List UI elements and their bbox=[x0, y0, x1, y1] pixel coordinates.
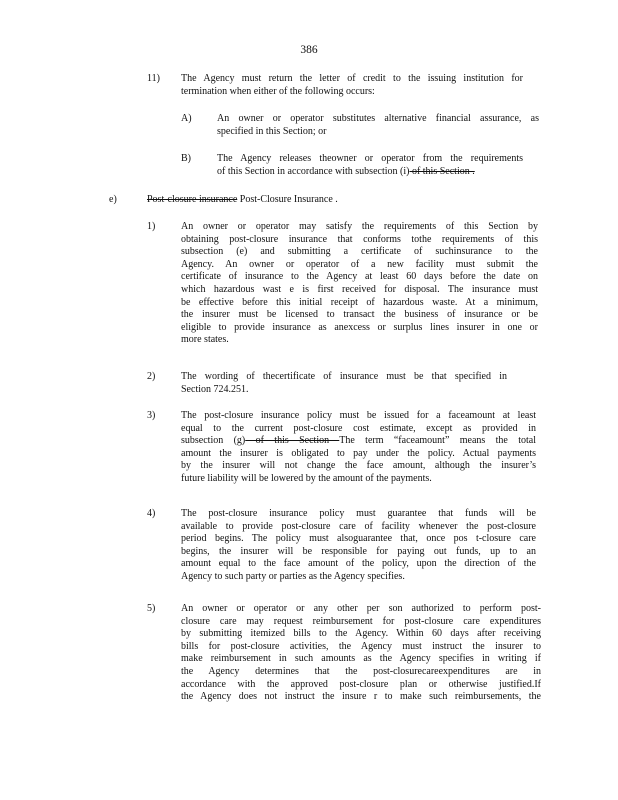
text-line: available to provide post-closure care of facility whenever the post-closure bbox=[181, 520, 536, 532]
text-line: obtaining post-closure insurance that conforms tothe requirements of this bbox=[181, 233, 538, 245]
text-line: begins, the insurer will be responsible for paying out funds, up to an bbox=[181, 545, 536, 557]
text-line: The Agency must return the letter of credit to the issuing institution for bbox=[181, 73, 523, 84]
text-run: of this Section in accordance with subsection (i) bbox=[217, 165, 410, 177]
text-line: An owner or operator may satisfy the requirements of this Section by bbox=[181, 221, 538, 232]
text-line: more states. bbox=[181, 334, 229, 346]
text-line: closure care may request reimbursement for post-closure care expenditures bbox=[181, 615, 541, 627]
item-4-text bbox=[181, 508, 536, 584]
struck-heading: Post-closure insurance bbox=[147, 194, 238, 205]
item-11a-text bbox=[217, 113, 539, 138]
heading-title: Post-Closure Insurance . bbox=[239, 194, 338, 205]
text-line: specified in this Section; or bbox=[217, 125, 327, 137]
text-line: The Agency releases theowner or operator from the requirements bbox=[217, 153, 523, 164]
item-5-label: 5) bbox=[147, 603, 156, 614]
section-e-heading bbox=[147, 194, 338, 207]
text-line: An owner or operator substitutes alternative financial assurance, as bbox=[217, 113, 539, 124]
text-line: An owner or operator or any other per son authorized to perform post- bbox=[181, 603, 541, 614]
item-2-label: 2) bbox=[147, 371, 156, 382]
text-line: certificate of insurance to the Agency at least 60 days before the date on bbox=[181, 271, 538, 283]
text-line: the insurer must be licensed to transact the business of insurance or be bbox=[181, 309, 538, 321]
text-line: future liability will be lowered by the amount of the payments. bbox=[181, 472, 432, 484]
text-line: The wording of thecertificate of insurance must be that specified in bbox=[181, 371, 507, 382]
page-number: 386 bbox=[300, 44, 318, 56]
item-1-label: 1) bbox=[147, 221, 156, 232]
text-line: amount the insurer is obligated to pay under the policy. Actual payments bbox=[181, 447, 536, 459]
item-11-label: 11) bbox=[147, 73, 160, 84]
text-line: by the insurer will not change the face amount, although the insurer’s bbox=[181, 460, 536, 472]
text-line: subsection (e) and submitting a certificate of suchinsurance to the bbox=[181, 246, 538, 258]
text-line: Section 724.251. bbox=[181, 383, 249, 395]
text-line: accordance with the approved post-closure plan or otherwise justified.If bbox=[181, 678, 541, 690]
item-3-label: 3) bbox=[147, 410, 156, 421]
text-line: Agency to such party or parties as the Agency specifies. bbox=[181, 570, 405, 582]
text-line: amount equal to the face amount of the policy, upon the direction of the bbox=[181, 558, 536, 570]
section-e-label: e) bbox=[109, 194, 117, 205]
item-1-text bbox=[181, 221, 538, 347]
text-line: the Agency does not instruct the insure r to make such reimbursements, the bbox=[181, 691, 541, 703]
struck-text: of this Section bbox=[245, 435, 340, 447]
text-line: termination when either of the following occurs: bbox=[181, 85, 375, 97]
text-line: the Agency determines that the post-closurecareexpenditures are in bbox=[181, 665, 541, 677]
text-line: equal to the current post-closure cost estimate, except as provided in bbox=[181, 422, 536, 434]
text-line: bills for post-closure activities, the Agency must instruct the insurer to bbox=[181, 640, 541, 652]
text-line: by submitting itemized bills to the Agency. Within 60 days after receiving bbox=[181, 628, 541, 640]
item-11b-label: B) bbox=[181, 153, 191, 164]
text-line: period begins. The policy must alsoguarantee that, once pos t-closure care bbox=[181, 533, 536, 545]
item-11-text bbox=[181, 73, 523, 98]
item-2-text bbox=[181, 371, 507, 396]
item-5-text bbox=[181, 603, 541, 704]
text-line: Agency. An owner or operator of a new facility must submit the bbox=[181, 258, 538, 270]
text-line: be effective before this initial receipt of hazardous waste. At a minimum, bbox=[181, 296, 538, 308]
text-line: make reimbursement in such amounts as the Agency specifies in writing if bbox=[181, 653, 541, 665]
item-4-label: 4) bbox=[147, 508, 156, 519]
text-line bbox=[181, 435, 536, 448]
text-line: The post-closure insurance policy must be issued for a faceamount at least bbox=[181, 410, 536, 421]
text-line bbox=[217, 166, 523, 179]
text-line: eligible to provide insurance as anexcess or surplus lines insurer in one or bbox=[181, 321, 538, 333]
text-line: The post-closure insurance policy must guarantee that funds will be bbox=[181, 508, 536, 519]
text-run: subsection (g) bbox=[181, 435, 246, 447]
text-line: which hazardous wast e is first received for disposal. The insurance must bbox=[181, 283, 538, 295]
text-run: The term “faceamount” means the total bbox=[339, 435, 536, 447]
item-3-text bbox=[181, 410, 536, 486]
item-11a-label: A) bbox=[181, 113, 192, 124]
struck-text: of this Section . bbox=[409, 165, 475, 177]
item-11b-text bbox=[217, 153, 523, 178]
